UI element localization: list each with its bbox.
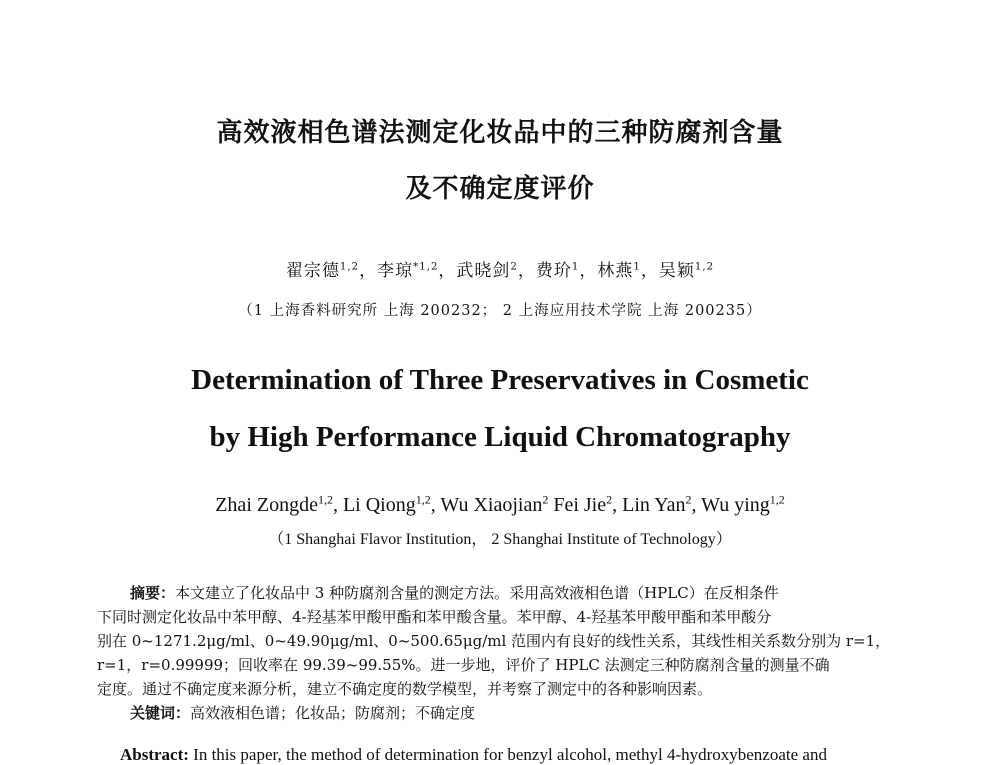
author-name: Wu ying bbox=[701, 494, 770, 516]
en-abstract-label: Abstract: bbox=[120, 745, 189, 764]
author-affiliation-mark: 2 bbox=[685, 492, 692, 507]
abstract-text-line-3: 别在 0~1271.2μg/ml、0~49.90μg/ml、0~500.65μg/ml 范围内有良好的线性关系，其线性相关系数分别为 r=1， bbox=[97, 632, 891, 650]
abstract-label-and-text bbox=[130, 581, 779, 605]
cn-author bbox=[456, 261, 535, 281]
abstract-text-line-1: 本文建立了化妆品中 3 种防腐剂含量的测定方法。采用高效液相色谱（HPLC）在反相条件 bbox=[175, 584, 779, 602]
cn-author bbox=[659, 261, 714, 281]
abstract-text-line-4: r=1，r=0.99999；回收率在 99.39~99.55%。进一步地，评价了 HPLC 法测定三种防腐剂含量的测量不确 bbox=[97, 656, 830, 674]
cn-title-line-2: 及不确定度评价 bbox=[405, 174, 595, 204]
abstract-text-line-5: 定度。通过不确定度来源分析，建立不确定度的数学模型，并考察了测定中的各种影响因素。 bbox=[97, 680, 713, 698]
en-author bbox=[553, 494, 622, 516]
author-affiliation-mark: 1 bbox=[633, 261, 641, 273]
abstract-line-3 bbox=[97, 629, 905, 653]
cn-title-line-1: 高效液相色谱法测定化妆品中的三种防腐剂含量 bbox=[216, 118, 784, 148]
cn-author bbox=[286, 261, 377, 281]
cn-author bbox=[597, 261, 658, 281]
author-name: Zhai Zongde bbox=[215, 494, 318, 516]
en-author bbox=[215, 494, 343, 516]
author-separator: ， bbox=[359, 261, 378, 281]
en-title-line-2: by High Performance Liquid Chromatography bbox=[209, 421, 791, 453]
author-separator: ， bbox=[640, 261, 659, 281]
en-abstract-line bbox=[120, 745, 827, 765]
author-name: 翟宗德 bbox=[285, 261, 340, 281]
author-affiliation-mark: 1,2 bbox=[317, 492, 333, 507]
author-affiliation-mark: 1,2 bbox=[415, 492, 431, 507]
author-affiliation-mark: 1,2 bbox=[339, 261, 360, 273]
cn-author bbox=[536, 261, 597, 281]
author-name: 武晓剑 bbox=[456, 261, 511, 281]
abstract-line-4 bbox=[97, 653, 905, 677]
author-affiliation-mark: *1,2 bbox=[413, 261, 439, 273]
author-name: Fei Jie bbox=[553, 494, 607, 516]
abstract-label: 摘要： bbox=[130, 584, 176, 602]
author-name: Wu Xiaojian bbox=[440, 494, 543, 516]
abstract-first-line-wrapper bbox=[130, 581, 905, 605]
cn-author-list bbox=[0, 256, 1000, 281]
author-name: 费玠 bbox=[535, 261, 572, 281]
author-separator: , bbox=[332, 494, 343, 516]
abstract-text-line-2: 下同时测定化妆品中苯甲醇、4-羟基苯甲酸甲酯和苯甲酸含量。苯甲醇、4-羟基苯甲酸甲酯和苯甲酸分 bbox=[97, 608, 772, 626]
author-separator: , bbox=[430, 494, 441, 516]
author-name: Li Qiong bbox=[342, 494, 416, 516]
cn-affiliation: （1 上海香料研究所 上海 200232； 2 上海应用技术学院 上海 200235） bbox=[238, 303, 762, 319]
author-affiliation-mark: 1,2 bbox=[694, 261, 715, 273]
abstract-line-1 bbox=[130, 581, 905, 605]
en-author bbox=[440, 494, 553, 516]
author-affiliation-mark: 2 bbox=[542, 492, 549, 507]
en-author bbox=[701, 494, 785, 516]
keywords-text: 高效液相色谱；化妆品；防腐剂；不确定度 bbox=[190, 704, 476, 722]
abstract-line-2 bbox=[97, 605, 905, 629]
author-separator: ， bbox=[438, 261, 457, 281]
author-separator: , bbox=[691, 494, 702, 516]
author-separator: , bbox=[612, 494, 623, 516]
author-name: 林燕 bbox=[597, 261, 634, 281]
author-affiliation-mark: 2 bbox=[606, 492, 613, 507]
en-author bbox=[343, 494, 440, 516]
en-author bbox=[622, 494, 701, 516]
author-separator: ， bbox=[579, 261, 598, 281]
cn-author bbox=[377, 261, 456, 281]
keywords-label: 关键词： bbox=[130, 704, 191, 722]
en-title-line-1: Determination of Three Preservatives in Cosmetic bbox=[191, 364, 809, 396]
abstract-line-5 bbox=[97, 677, 712, 701]
en-affiliation: （1 Shanghai Flavor Institution， 2 Shanghai Institute of Technology） bbox=[268, 531, 732, 548]
keywords-line bbox=[130, 701, 475, 725]
author-name: 李琼 bbox=[377, 261, 414, 281]
author-affiliation-mark: 1,2 bbox=[769, 492, 785, 507]
author-affiliation-mark: 1 bbox=[571, 261, 580, 273]
en-abstract-text: In this paper, the method of determination for benzyl alcohol, methyl 4-hydroxybenzoate and bbox=[193, 745, 827, 764]
author-affiliation-mark: 2 bbox=[510, 261, 518, 273]
author-name: 吴颖 bbox=[658, 261, 695, 281]
en-author-list bbox=[0, 494, 1000, 517]
author-separator: ， bbox=[517, 261, 536, 281]
author-name: Lin Yan bbox=[622, 494, 686, 516]
